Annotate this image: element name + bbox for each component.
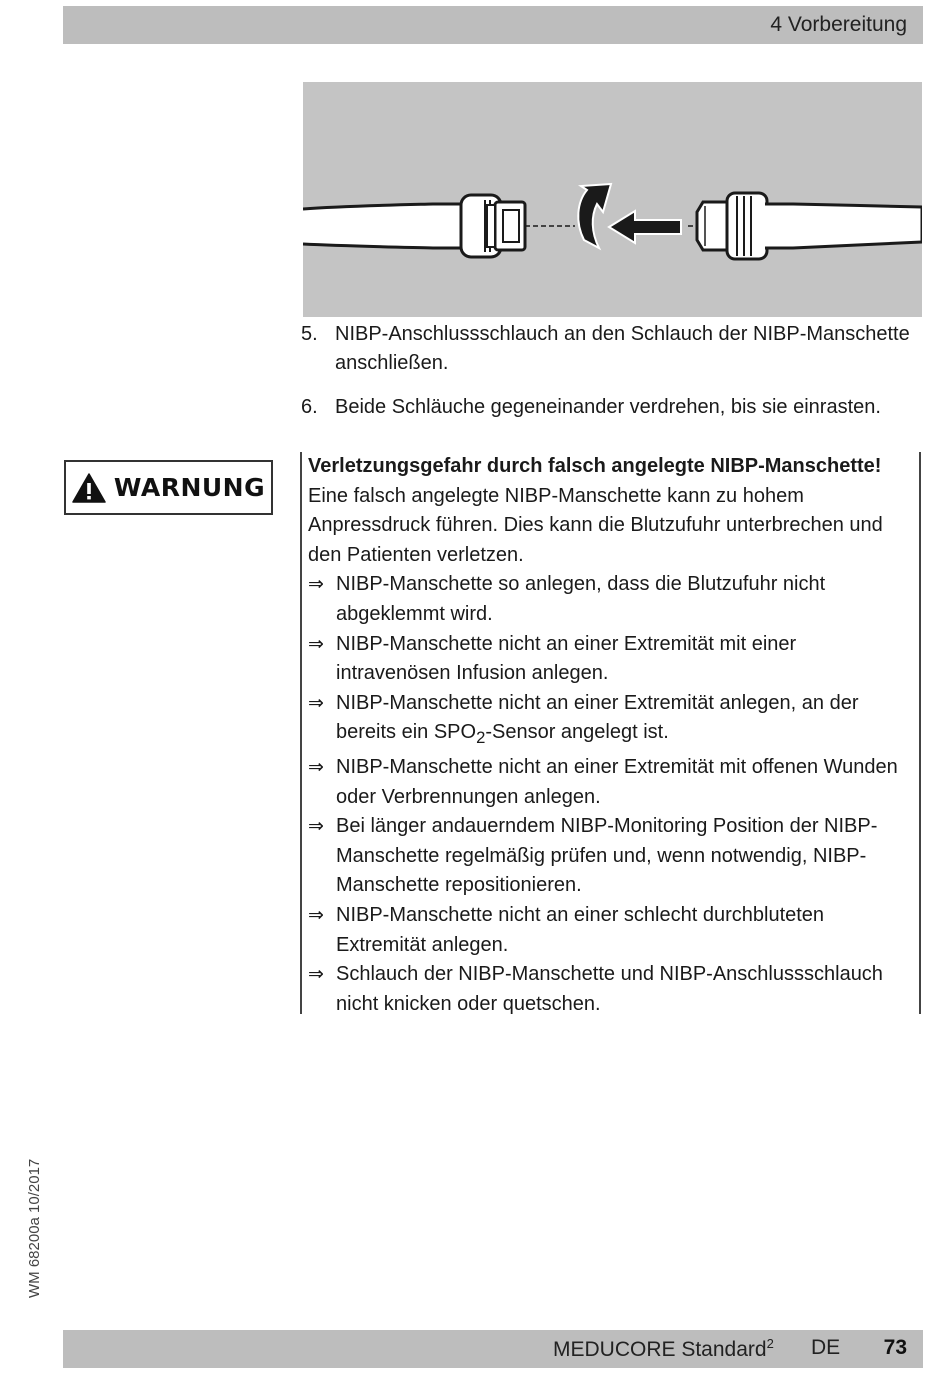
- document-code: WM 68200a 10/2017: [26, 1158, 43, 1298]
- left-hose: [303, 204, 463, 248]
- hose-connection-figure: [303, 82, 922, 317]
- warning-label-box: [64, 460, 273, 515]
- warning-item: ⇒ NIBP-Manschette nicht an einer Extremität anlegen, an der bereits ein $SPO_2$-Sensor angelegt ist.: [308, 689, 915, 753]
- male-coupling: [697, 193, 767, 259]
- left-arrow-icon: [609, 211, 681, 243]
- right-hose: [765, 204, 922, 248]
- warning-item: ⇒ Schlauch der NIBP-Manschette und NIBP-Anschlussschlauch nicht knicken oder quetschen.: [308, 960, 915, 1019]
- product-name: MEDUCORE Standard$^2$: [553, 1336, 774, 1361]
- warning-item: ⇒ NIBP-Manschette so anlegen, dass die Blutzufuhr nicht abgeklemmt wird.: [308, 570, 915, 629]
- step-5: [301, 320, 931, 378]
- warning-content: [300, 452, 921, 1014]
- language-code: DE: [811, 1336, 841, 1359]
- implies-arrow-icon: ⇒: [308, 573, 324, 596]
- rotate-arrow-icon: [578, 184, 611, 248]
- warning-triangle-icon: [72, 473, 106, 503]
- chapter-title: 4 Vorbereitung: [770, 13, 907, 36]
- implies-arrow-icon: ⇒: [308, 963, 324, 986]
- warning-item: ⇒ Bei länger andauerndem NIBP-Monitoring Position der NIBP-Manschette regelmäßig prüfen und, wenn notwendig, NIBP-Manschette repositionieren.: [308, 812, 915, 901]
- implies-arrow-icon: ⇒: [308, 903, 324, 926]
- implies-arrow-icon: ⇒: [308, 691, 324, 714]
- implies-arrow-icon: ⇒: [308, 755, 324, 778]
- step-text: NIBP-Anschlussschlauch an den Schlauch der NIBP-Manschette anschließen.: [335, 323, 910, 374]
- female-coupling: [461, 195, 525, 257]
- step-6: [301, 393, 931, 422]
- warning-item: ⇒ NIBP-Manschette nicht an einer schlecht durchbluteten Extremität anlegen.: [308, 901, 915, 960]
- warning-item: ⇒ NIBP-Manschette nicht an einer Extremität mit einer intravenösen Infusion anlegen.: [308, 630, 915, 689]
- page-footer: [63, 1330, 923, 1368]
- warning-intro: Eine falsch angelegte NIBP-Manschette kann zu hohem Anpressdruck führen. Dies kann die Blutzufuhr unterbrechen und den Patienten verletzen.: [308, 484, 883, 566]
- page-header: [63, 6, 923, 44]
- warning-item: ⇒ NIBP-Manschette nicht an einer Extremität mit offenen Wunden oder Verbrennungen anlegen.: [308, 753, 915, 812]
- implies-arrow-icon: ⇒: [308, 815, 324, 838]
- step-number: 5.: [301, 323, 318, 345]
- warning-label: WARNUNG: [113, 473, 266, 502]
- implies-arrow-icon: ⇒: [308, 632, 324, 655]
- warning-title: Verletzungsgefahr durch falsch angelegte NIBP-Manschette!: [308, 455, 882, 477]
- page-number: 73: [883, 1336, 907, 1359]
- step-number: 6.: [301, 396, 318, 418]
- step-text: Beide Schläuche gegeneinander verdrehen, bis sie einrasten.: [335, 396, 881, 418]
